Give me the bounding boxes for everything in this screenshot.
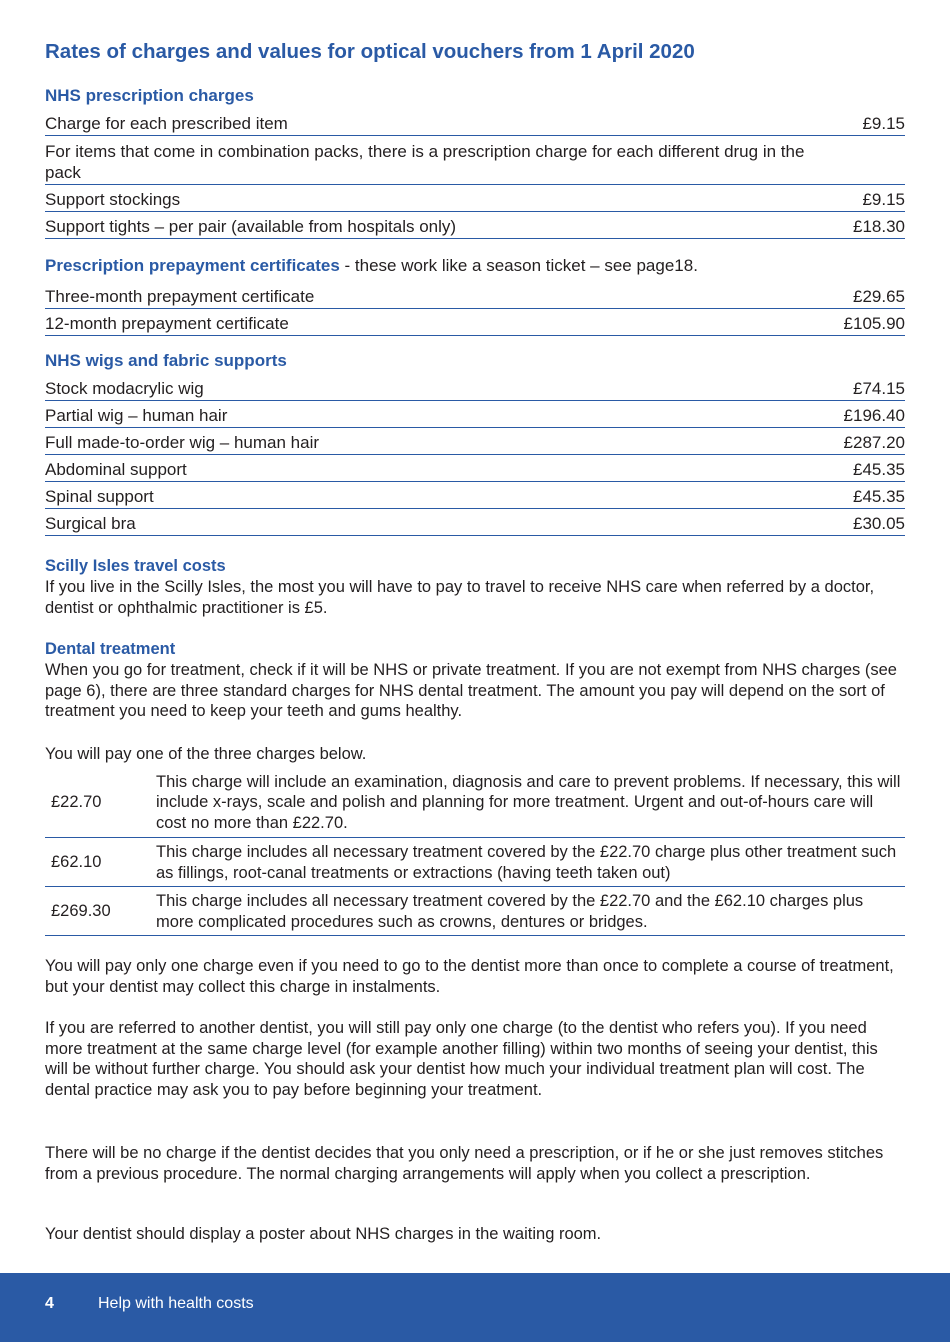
prepayment-heading xyxy=(45,256,698,276)
charge-row xyxy=(45,215,905,239)
charge-row xyxy=(45,140,905,185)
charge-amount: £9.15 xyxy=(862,114,905,133)
scilly-heading: Scilly Isles travel costs xyxy=(45,557,226,575)
charge-label: Full made-to-order wig – human hair xyxy=(45,433,320,452)
charge-amount: £30.05 xyxy=(853,514,905,533)
dental-charge-amount: £269.30 xyxy=(51,902,111,921)
charge-amount: £74.15 xyxy=(853,379,905,398)
scilly-text: If you live in the Scilly Isles, the most you will have to pay to travel to receive NHS care when referred by a doctor, dentist or ophthalmic practitioner is £5. xyxy=(45,578,875,617)
dental-intro: When you go for treatment, check if it will be NHS or private treatment. If you are not exempt from NHS charges (see page 6), there are three standard charges for NHS dental treatment. The amount you pay will depend on the sort of treatment you need to keep your teeth and gums healthy. xyxy=(45,661,897,720)
dental-paragraph: There will be no charge if the dentist decides that you only need a prescription, or if he or she just removes stitches from a previous procedure. The normal charging arrangements will apply when you collect a prescription. xyxy=(45,1144,884,1183)
charge-label: Spinal support xyxy=(45,487,154,506)
charge-row xyxy=(45,377,905,401)
charge-label: For items that come in combination packs, there is a prescription charge for each different drug in the pack xyxy=(45,142,805,182)
dental-charge-row xyxy=(45,888,905,936)
dental-charge-amount: £62.10 xyxy=(51,853,102,872)
charge-label: Three-month prepayment certificate xyxy=(45,287,315,306)
charge-amount: £105.90 xyxy=(843,314,905,333)
charge-row xyxy=(45,285,905,309)
charge-label: Partial wig – human hair xyxy=(45,406,228,425)
charge-row xyxy=(45,512,905,536)
dental-charge-text: This charge will include an examination, diagnosis and care to prevent problems. If necessary, this will include x-rays, scale and polish and planning for more treatment. Urgent and out-of-hours care will cost no more than £22.70. xyxy=(156,772,901,832)
charge-amount: £196.40 xyxy=(843,406,905,425)
charge-label: 12-month prepayment certificate xyxy=(45,314,289,333)
wigs-heading: NHS wigs and fabric supports xyxy=(45,351,287,370)
dental-heading: Dental treatment xyxy=(45,640,176,658)
prepayment-note: - these work like a season ticket – see page18. xyxy=(339,256,698,275)
page-title: Rates of charges and values for optical vouchers from 1 April 2020 xyxy=(45,40,695,63)
charge-row xyxy=(45,312,905,336)
dental-charge-row xyxy=(45,839,905,887)
charge-row xyxy=(45,485,905,509)
dental-charge-amount: £22.70 xyxy=(51,793,102,812)
charge-row xyxy=(45,458,905,482)
charge-amount: £29.65 xyxy=(853,287,905,306)
dental-lead: You will pay one of the three charges below. xyxy=(45,745,367,763)
charge-row xyxy=(45,112,905,136)
dental-paragraph: You will pay only one charge even if you need to go to the dentist more than once to complete a course of treatment, but your dentist may collect this charge in instalments. xyxy=(45,957,894,996)
charge-label: Abdominal support xyxy=(45,460,187,479)
charge-label: Surgical bra xyxy=(45,514,136,533)
dental-charge-row xyxy=(45,768,905,838)
charge-amount: £287.20 xyxy=(843,433,905,452)
dental-paragraph: Your dentist should display a poster about NHS charges in the waiting room. xyxy=(45,1225,602,1243)
prescription-heading: NHS prescription charges xyxy=(45,86,254,105)
dental-charge-text: This charge includes all necessary treatment covered by the £22.70 charge plus other treatment such as fillings, root-canal treatments or extractions (having teeth taken out) xyxy=(156,843,897,882)
charge-amount: £45.35 xyxy=(853,460,905,479)
charge-label: Stock modacrylic wig xyxy=(45,379,204,398)
page-footer xyxy=(0,1273,950,1342)
charge-label: Charge for each prescribed item xyxy=(45,114,288,133)
charge-label: Support tights – per pair (available from hospitals only) xyxy=(45,217,457,236)
dental-paragraph: If you are referred to another dentist, you will still pay only one charge (to the dentist who refers you). If you need more treatment at the same charge level (for example another filling) within two months of seeing your dentist, this will be without further charge. You should ask your dentist how much your individual treatment plan will cost. The dental practice may ask you to pay before beginning your treatment. xyxy=(45,1019,878,1099)
charge-amount: £9.15 xyxy=(862,190,905,209)
charge-row xyxy=(45,431,905,455)
footer-text: Help with health costs xyxy=(98,1295,254,1312)
charge-amount: £18.30 xyxy=(853,217,905,236)
prepayment-heading-text: Prescription prepayment certificates xyxy=(45,256,340,275)
page-number: 4 xyxy=(45,1295,54,1312)
charge-row xyxy=(45,188,905,212)
dental-charge-text: This charge includes all necessary treatment covered by the £22.70 and the £62.10 charges plus more complicated procedures such as crowns, dentures or bridges. xyxy=(156,892,864,931)
charge-label: Support stockings xyxy=(45,190,181,209)
charge-amount: £45.35 xyxy=(853,487,905,506)
charge-row xyxy=(45,404,905,428)
